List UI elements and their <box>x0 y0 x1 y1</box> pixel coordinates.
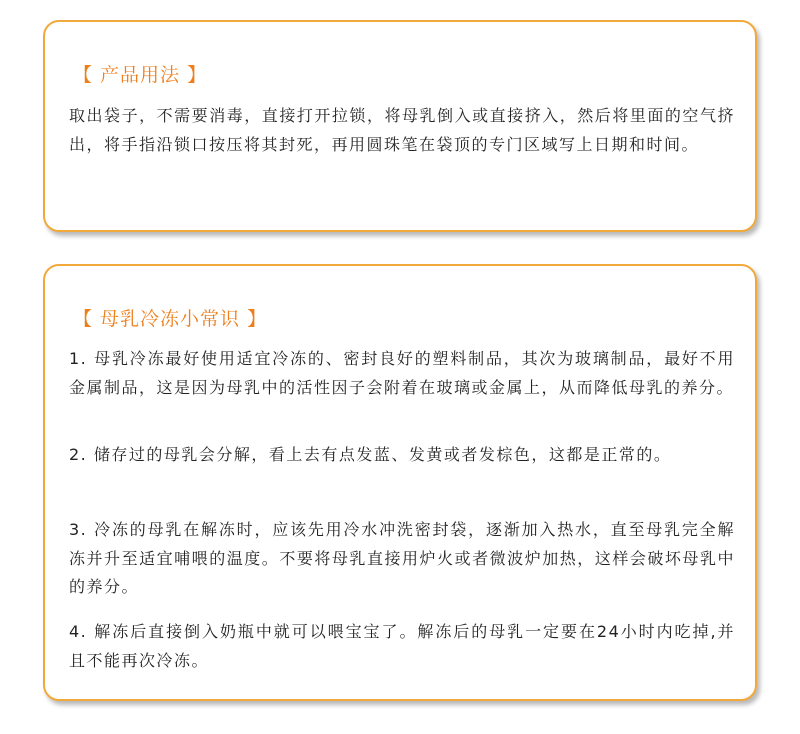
freezing-tips-title: 【 母乳冷冻小常识 】 <box>73 308 268 330</box>
freezing-tips-card <box>43 264 757 701</box>
tip-item: 1. 母乳冷冻最好使用适宜冷冻的、密封良好的塑料制品，其次为玻璃制品，最好不用金属制品，这是因为母乳中的活性因子会附着在玻璃或金属上，从而降低母乳的养分。 <box>69 349 735 397</box>
usage-card <box>43 20 757 232</box>
tip-item: 4. 解冻后直接倒入奶瓶中就可以喂宝宝了。解冻后的母乳一定要在24小时内吃掉,并且不能再次冷冻。 <box>69 622 735 670</box>
tip-item: 3. 冷冻的母乳在解冻时，应该先用冷水冲洗密封袋，逐渐加入热水，直至母乳完全解冻并升至适宜哺喂的温度。不要将母乳直接用炉火或者微波炉加热，这样会破坏母乳中的养分。 <box>69 520 735 596</box>
tip-item: 2. 储存过的母乳会分解，看上去有点发蓝、发黄或者发棕色，这都是正常的。 <box>69 445 672 464</box>
usage-title: 【 产品用法 】 <box>73 64 208 86</box>
usage-text: 取出袋子，不需要消毒，直接打开拉锁，将母乳倒入或直接挤入，然后将里面的空气挤出，将手指沿锁口按压将其封死，再用圆珠笔在袋顶的专门区域写上日期和时间。 <box>69 106 735 154</box>
